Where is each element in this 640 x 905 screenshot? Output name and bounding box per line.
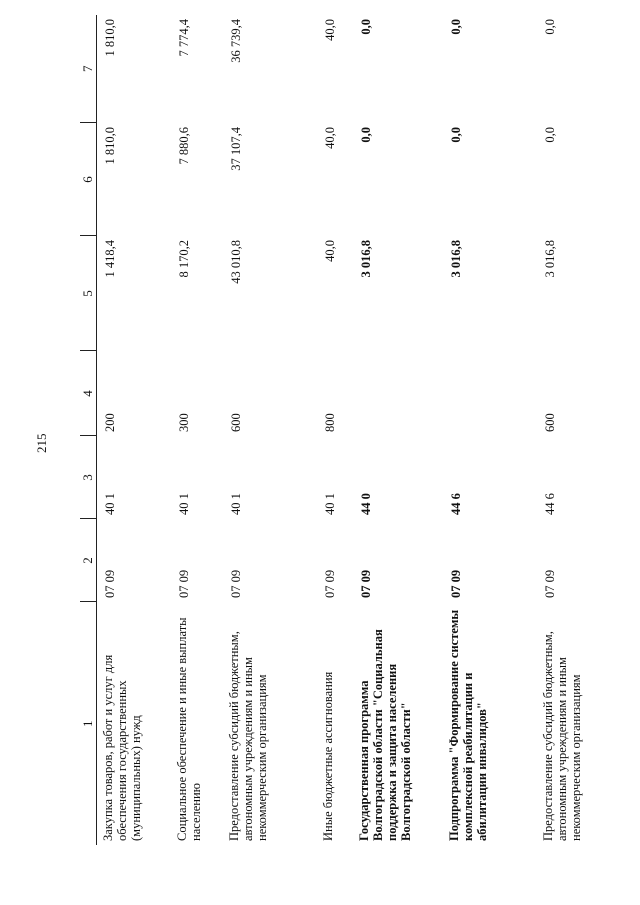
row-name: Предоставление субсидий бюджетным, автономным учреждениям и иным некоммерческим организациям <box>540 631 583 841</box>
table-row <box>171 15 223 845</box>
row-value-col6: 0,0 <box>358 127 373 143</box>
row-value-col5: 3 016,8 <box>542 240 557 278</box>
row-target-code: 44 0 <box>358 493 373 515</box>
row-value-col5: 1 418,4 <box>103 240 117 278</box>
row-expense-type <box>353 351 443 436</box>
row-value-col7: 40,0 <box>322 19 337 41</box>
row-value-col6: 7 880,6 <box>176 127 191 165</box>
row-name: Предоставление субсидий бюджетным, автономным учреждениям и иным некоммерческим организациям <box>226 631 269 841</box>
row-name: Иные бюджетные ассигнования <box>320 671 335 841</box>
column-header: 4 <box>80 351 97 436</box>
page-number: 215 <box>34 433 49 453</box>
row-value-col6: 1 810,0 <box>103 127 117 165</box>
row-section-code: 07 09 <box>322 569 337 598</box>
row-target-code: 40 1 <box>176 493 191 515</box>
row-value-col5: 40,0 <box>322 240 337 262</box>
row-target-code: 40 1 <box>228 493 243 515</box>
table-row <box>223 15 317 845</box>
budget-table-rotated <box>80 15 628 845</box>
table-row <box>353 15 443 845</box>
row-value-col5: 8 170,2 <box>176 240 191 278</box>
header-row <box>80 15 97 845</box>
row-section-code: 07 09 <box>542 569 557 598</box>
row-expense-type: 800 <box>322 413 337 432</box>
row-value-col6: 0,0 <box>542 127 557 143</box>
row-value-col6: 0,0 <box>448 127 463 143</box>
row-expense-type: 600 <box>542 413 557 432</box>
row-value-col6: 37 107,4 <box>228 127 243 171</box>
row-value-col7: 7 774,4 <box>176 19 191 57</box>
row-value-col7: 36 739,4 <box>228 19 243 63</box>
row-expense-type: 300 <box>176 413 191 432</box>
table-row <box>443 15 537 845</box>
row-value-col6: 40,0 <box>322 127 337 149</box>
table-row <box>537 15 621 845</box>
row-value-col7: 0,0 <box>358 19 373 35</box>
column-header: 5 <box>80 236 97 351</box>
column-header: 2 <box>80 519 97 602</box>
row-name: Государственная программа Волгоградской области "Социальная поддержка и защита населения Волгоградской области" <box>356 629 413 841</box>
table-row <box>97 15 171 845</box>
column-header: 6 <box>80 123 97 236</box>
table-row <box>317 15 353 845</box>
row-section-code: 07 09 <box>358 569 373 598</box>
row-value-col5: 3 016,8 <box>448 240 463 278</box>
row-section-code: 07 09 <box>176 569 191 598</box>
row-target-code: 44 6 <box>448 493 463 515</box>
table-body <box>97 15 621 845</box>
row-target-code: 44 6 <box>542 493 557 515</box>
row-name: Закупка товаров, работ и услуг для обеспечения государственных (муниципальных) нужд <box>101 654 143 841</box>
row-value-col7: 0,0 <box>448 19 463 35</box>
budget-table <box>80 15 621 845</box>
row-value-col7: 0,0 <box>542 19 557 35</box>
row-target-code: 40 1 <box>103 493 117 515</box>
column-header: 3 <box>80 436 97 519</box>
row-section-code: 07 09 <box>448 569 463 598</box>
column-header: 7 <box>80 15 97 123</box>
row-section-code: 07 09 <box>103 569 117 598</box>
row-expense-type <box>443 351 537 436</box>
row-value-col5: 43 010,8 <box>228 240 243 284</box>
row-section-code: 07 09 <box>228 569 243 598</box>
row-expense-type: 600 <box>228 413 243 432</box>
row-target-code: 40 1 <box>322 493 337 515</box>
row-expense-type: 200 <box>103 413 117 432</box>
row-name: Подпрограмма "Формирование системы комплексной реабилитации и абилитации инвалидов" <box>446 609 489 841</box>
column-header: 1 <box>80 602 97 845</box>
row-name: Социальное обеспечение и иные выплаты населению <box>174 617 203 841</box>
row-value-col7: 1 810,0 <box>103 19 117 57</box>
row-value-col5: 3 016,8 <box>358 240 373 278</box>
